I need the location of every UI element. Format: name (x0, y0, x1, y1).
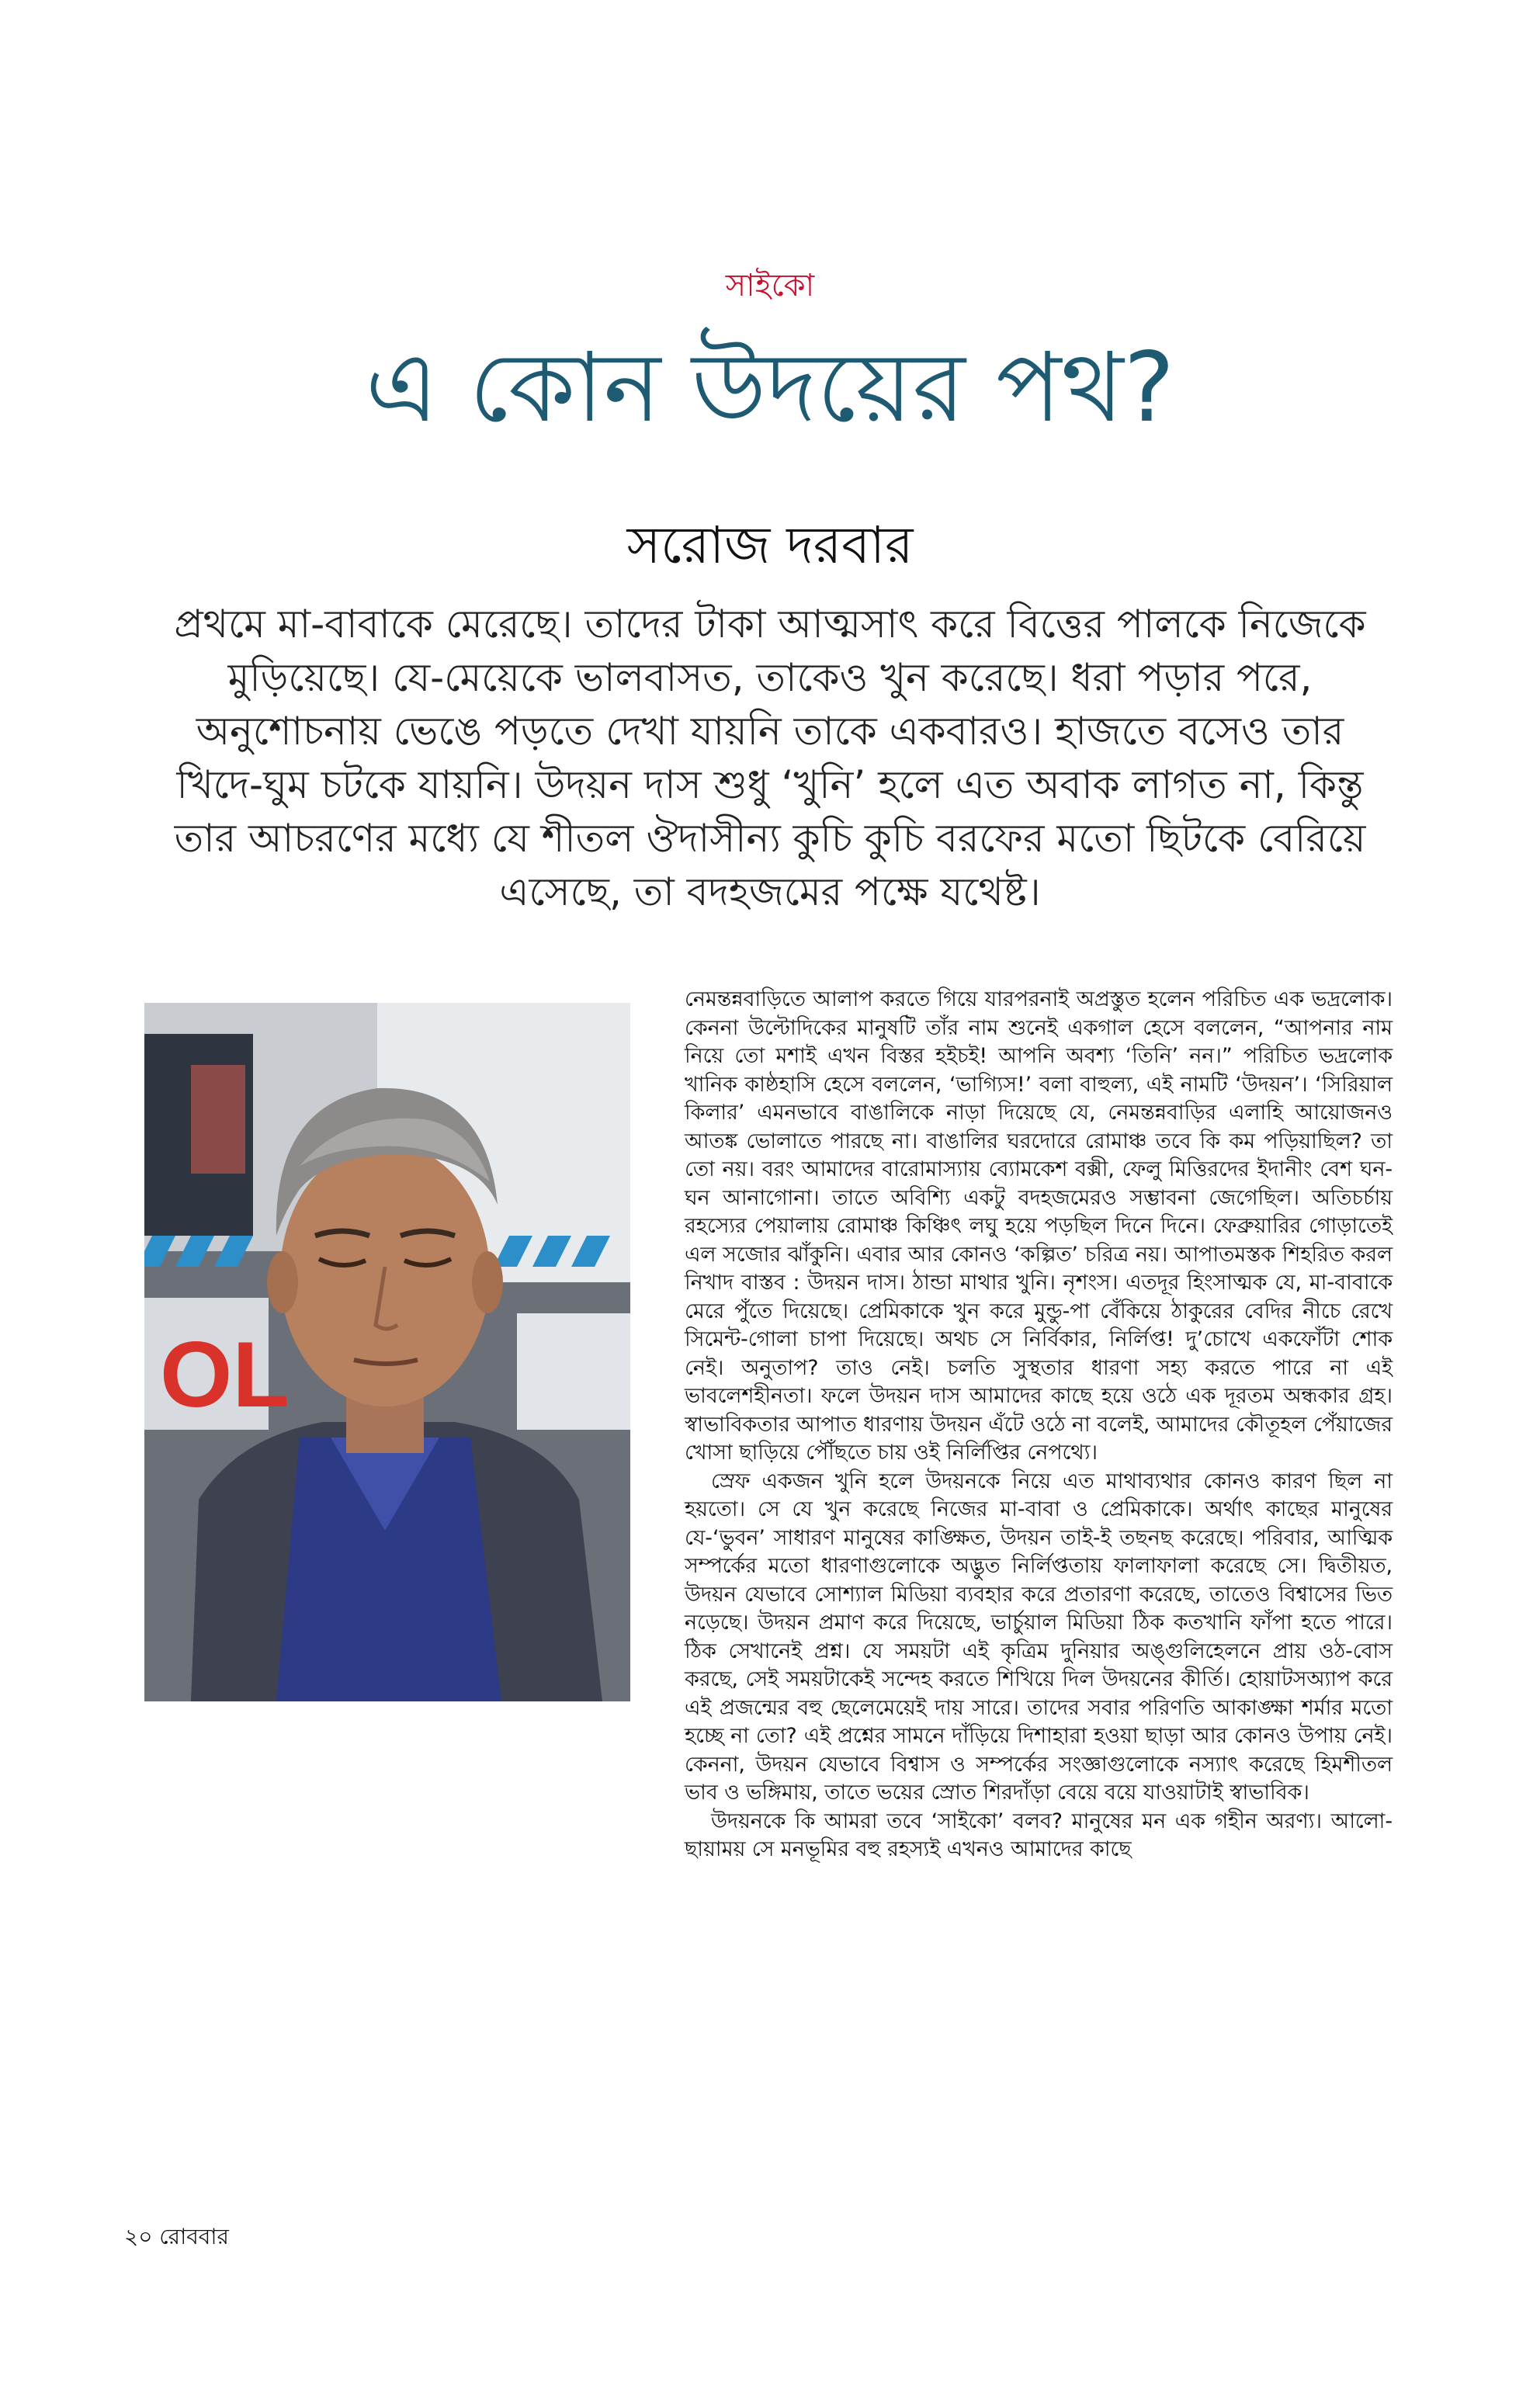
page-footer: ২০ রোববার (124, 2224, 229, 2249)
intro-paragraph: প্রথমে মা-বাবাকে মেরেছে। তাদের টাকা আত্মসাৎ করে বিত্তের পালকে নিজেকে মুড়িয়েছে। যে-মেয়েকে ভালবাসত, তাকেও খুন করেছে। ধরা পড়ার পরে, অনুশোচনায় ভেঙে পড়তে দেখা যায়নি তাকে একবারও। হাজতে বসেও তার খিদে-ঘুম চটকে যায়নি। উদয়ন দাস শুধু ‘খুনি’ হলে এত অবাক লাগত না, কিন্তু তার আচরণের মধ্যে যে শীতল ঔদাসীন্য কুচি কুচি বরফের মতো ছিটকে বেরিয়ে এসেছে, তা বদহজমের পক্ষে যথেষ্ট। (174, 602, 1366, 914)
article-paragraph: উদয়নকে কি আমরা তবে ‘সাইকো’ বলব? মানুষের মন এক গহীন অরণ্য। আলো-ছায়াময় সে মনভূমির বহু রহস্যই এখনও আমাদের কাছে (685, 1809, 1393, 1861)
headline: এ কোন উদয়ের পথ? (365, 332, 1175, 444)
article-paragraph: নেমন্তন্নবাড়িতে আলাপ করতে গিয়ে যারপরনাই অপ্রস্তুত হলেন পরিচিত এক ভদ্রলোক। কেননা উল্টোদিকের মানুষটি তাঁর নাম শুনেই একগাল হেসে বললেন, “আপনার নাম নিয়ে তো মশাই এখন বিস্তর হইচই! আপনি অবশ্য ‘তিনি’ নন।” পরিচিত ভদ্রলোক খানিক কাষ্ঠহাসি হেসে বললেন, ‘ভাগ্যিস!’ বলা বাহুল্য, এই নামটি ‘উদয়ন’। ‘সিরিয়াল কিলার’ এমনভাবে বাঙালিকে নাড়া দিয়েছে যে, নেমন্তন্নবাড়ির এলাহি আয়োজনও আতঙ্ক ভোলাতে পারছে না। বাঙালির ঘরদোরে রোমাঞ্চ তবে কি কম পড়িয়াছিল? তা তো নয়। বরং আমাদের বারোমাস্যায় ব্যোমকেশ বক্সী, ফেলু মিত্তিরদের ইদানীং বেশ ঘন-ঘন আনাগোনা। তাতে অবিশ্যি একটু বদহজমেরও সম্ভাবনা জেগেছিল। অতিচর্চায় রহস্যের পেয়ালায় রোমাঞ্চ কিঞ্চিৎ লঘু হয়ে পড়ছিল দিনে দিনে। ফেব্রুয়ারির গোড়াতেই এল সজোর ঝাঁকুনি। এবার আর কোনও ‘কল্পিত’ চরিত্র নয়। আপাতমস্তক শিহরিত করল নিখাদ বাস্তব : উদয়ন দাস। ঠান্ডা মাথার খুনি। নৃশংস। এতদূর হিংসাত্মক যে, মা-বাবাকে মেরে পুঁতে দিয়েছে। প্রেমিকাকে খুন করে মুন্ডু-পা বেঁকিয়ে ঠাকুরের বেদির নীচে রেখে সিমেন্ট-গোলা চাপা দিয়েছে। অথচ সে নির্বিকার, নির্লিপ্ত! দু’চোখে একফোঁটা শোক নেই। অনুতাপ? তাও নেই। চলতি সুস্থতার ধারণা সহ্য করতে পারে না এই ভাবলেশহীনতা। ফলে উদয়ন দাস আমাদের কাছে হয়ে ওঠে এক দূরতম অন্ধকার গ্রহ। স্বাভাবিকতার আপাত ধারণায় উদয়ন এঁটে ওঠে না বলেই, আমাদের কৌতূহল পেঁয়াজের খোসা ছাড়িয়ে পৌঁছতে চায় ওই নির্লিপ্তির নেপথ্যে। (685, 987, 1393, 1465)
article-photo (144, 1003, 630, 1701)
section-label: সাইকো (725, 268, 815, 303)
svg-text:OL: OL (160, 1323, 290, 1427)
byline: সরোজ দরবার (626, 515, 914, 575)
article-paragraph: স্রেফ একজন খুনি হলে উদয়নকে নিয়ে এত মাথাব্যথার কোনও কারণ ছিল না হয়তো। সে যে খুন করেছে নিজের মা-বাবা ও প্রেমিকাকে। অর্থাৎ কাছের মানুষের যে-‘ভুবন’ সাধারণ মানুষের কাঙ্ক্ষিত, উদয়ন তাই-ই তছনছ করেছে। পরিবার, আত্মিক সম্পর্কের মতো ধারণাগুলোকে অদ্ভুত নির্লিপ্ততায় ফালাফালা করেছে সে। দ্বিতীয়ত, উদয়ন যেভাবে সোশ্যাল মিডিয়া ব্যবহার করে প্রতারণা করেছে, তাতেও বিশ্বাসের ভিত নড়েছে। উদয়ন প্রমাণ করে দিয়েছে, ভার্চুয়াল মিডিয়া ঠিক কতখানি ফাঁপা হতে পারে। ঠিক সেখানেই প্রশ্ন। যে সময়টা এই কৃত্রিম দুনিয়ার অঙ্গুলিহেলনে প্রায় ওঠ-বোস করছে, সেই সময়টাকেই সন্দেহ করতে শিখিয়ে দিল উদয়নের কীর্তি। হোয়াটসঅ্যাপ করে এই প্রজন্মের বহু ছেলেমেয়েই দায় সারে। তাদের সবার পরিণতি আকাঙ্ক্ষা শর্মার মতো হচ্ছে না তো? এই প্রশ্নের সামনে দাঁড়িয়ে দিশাহারা হওয়া ছাড়া আর কোনও উপায় নেই। কেননা, উদয়ন যেভাবে বিশ্বাস ও সম্পর্কের সংজ্ঞাগুলোকে নস্যাৎ করেছে হিমশীতল ভাব ও ভঙ্গিমায়, তাতে ভয়ের স্রোত শিরদাঁড়া বেয়ে বয়ে যাওয়াটাই স্বাভাবিক। (685, 1469, 1393, 1805)
article-body (685, 986, 1393, 1864)
